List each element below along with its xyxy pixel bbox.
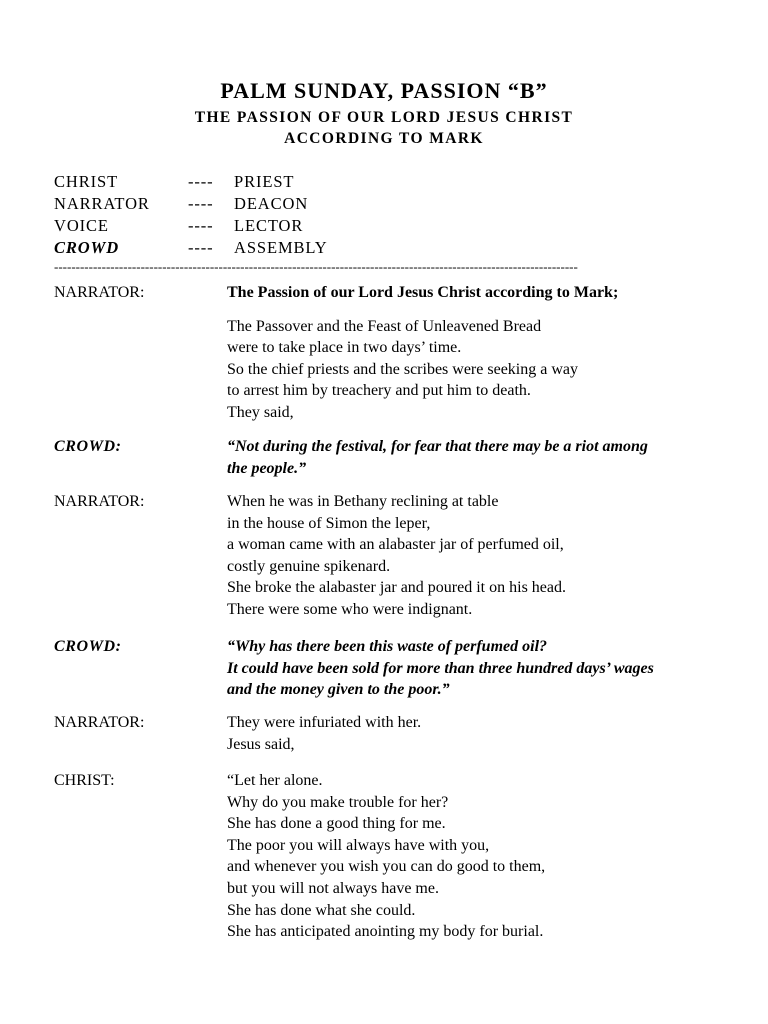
dashed-divider: -------------------------------------------------------------------------------------------------------------------------: [54, 259, 578, 274]
speaker-label: NARRATOR:: [54, 284, 145, 301]
role-name: CROWD: [54, 238, 120, 257]
speech-line: The poor you will always have with you,: [227, 836, 490, 854]
role-name: VOICE: [54, 216, 109, 235]
speech-line: So the chief priests and the scribes were seeking a way: [227, 360, 578, 378]
speech-line: costly genuine spikenard.: [227, 557, 391, 575]
speech-line: She broke the alabaster jar and poured it on his head.: [227, 579, 566, 597]
speech-line: and whenever you wish you can do good to them,: [227, 858, 546, 876]
role-reader: PRIEST: [234, 172, 295, 191]
speaker-label: CHRIST:: [54, 772, 115, 789]
role-separator: ----: [188, 238, 214, 257]
speech-text: [227, 636, 727, 701]
speech-line: the people.”: [227, 459, 307, 477]
speech-line: “Let her alone.: [227, 772, 323, 789]
speech-line: It could have been sold for more than three hundred days’ wages: [227, 659, 654, 677]
speech-line: They said,: [227, 403, 294, 421]
page-title: PALM SUNDAY, PASSION “B”: [220, 78, 548, 103]
speech-line: The Passover and the Feast of Unleavened Bread: [227, 317, 542, 335]
speech-line: She has done what she could.: [227, 901, 416, 919]
speech-line: “Why has there been this waste of perfumed oil?: [227, 638, 548, 655]
speech-line: and the money given to the poor.”: [227, 681, 450, 699]
speaker-label: NARRATOR:: [54, 714, 145, 731]
role-separator: ----: [188, 216, 214, 235]
role-separator: ----: [188, 194, 214, 213]
speech-line: a woman came with an alabaster jar of perfumed oil,: [227, 536, 564, 554]
speaker-label: NARRATOR:: [54, 493, 145, 510]
role-name: NARRATOR: [54, 194, 150, 213]
speech-line: There were some who were indignant.: [227, 600, 473, 618]
speech-line: Jesus said,: [227, 735, 295, 753]
speech-line: to arrest him by treachery and put him to death.: [227, 382, 531, 400]
speech-text: [227, 491, 727, 621]
page-subtitle-line-1: THE PASSION OF OUR LORD JESUS CHRIST: [194, 109, 574, 126]
page-subtitle-line-2: ACCORDING TO MARK: [284, 130, 484, 147]
speech-line: She has anticipated anointing my body for burial.: [227, 923, 544, 941]
speech-line: The Passion of our Lord Jesus Christ according to Mark;: [227, 284, 619, 301]
speaker-label: CROWD:: [54, 638, 122, 655]
speech-text: [227, 712, 727, 755]
speech-text: [227, 436, 727, 479]
speech-line: in the house of Simon the leper,: [227, 514, 431, 532]
speech-text: [227, 282, 727, 424]
speech-text: [227, 770, 727, 943]
role-reader: ASSEMBLY: [234, 238, 328, 257]
speech-line: “Not during the festival, for fear that there may be a riot among: [227, 438, 648, 455]
speech-line: were to take place in two days’ time.: [227, 339, 462, 357]
role-reader: DEACON: [234, 194, 309, 213]
speaker-label: CROWD:: [54, 438, 122, 455]
role-separator: ----: [188, 172, 214, 191]
role-name: CHRIST: [54, 172, 119, 191]
speech-line: but you will not always have me.: [227, 879, 439, 897]
speech-line: When he was in Bethany reclining at table: [227, 493, 499, 510]
speech-line: They were infuriated with her.: [227, 714, 422, 731]
role-reader: LECTOR: [234, 216, 304, 235]
speech-line: She has done a good thing for me.: [227, 815, 446, 833]
speech-line: Why do you make trouble for her?: [227, 793, 449, 811]
